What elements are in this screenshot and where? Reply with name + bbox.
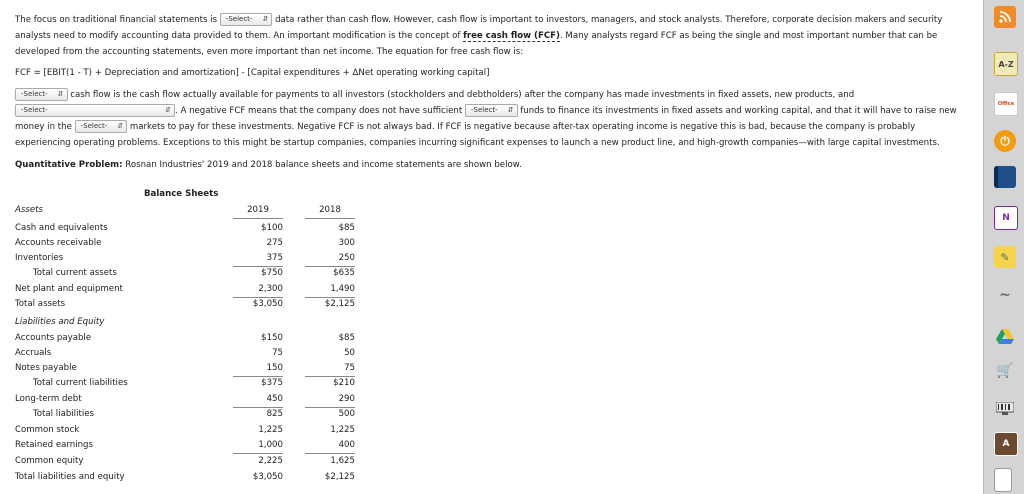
row-label: Total liabilities and equity (15, 472, 125, 482)
value-2018: 75 (305, 361, 355, 377)
intro-text-3: . Many analysts regard FCF as being the single and most important number that can be developed from the accounting statements, even more important than net income. The equation for free cash flow is: (15, 31, 938, 57)
table-row (15, 376, 355, 391)
value-2018: $210 (333, 378, 355, 388)
select-dropdown-3[interactable] (15, 104, 175, 117)
row-label: Cash and equivalents (15, 223, 108, 233)
row-label: Total current liabilities (33, 378, 128, 388)
chevron-updown-icon: ⇵ (507, 106, 514, 114)
value-2019: 275 (266, 238, 283, 248)
row-label: Retained earnings (15, 440, 93, 450)
value-2018: 1,490 (305, 282, 355, 298)
onenote-icon[interactable]: N (994, 206, 1018, 230)
chevron-updown-icon: ⇵ (165, 106, 171, 114)
row-label: Common equity (15, 456, 84, 466)
table-row (15, 315, 355, 330)
value-2019: $375 (261, 378, 283, 388)
quantitative-problem (15, 157, 973, 173)
table-row (15, 297, 355, 312)
intro-text-1: The focus on traditional financial statements is (15, 15, 218, 25)
fcf-term-link[interactable]: free cash flow (FCF) (463, 31, 560, 41)
power-icon[interactable]: ⏻ (994, 130, 1016, 152)
page-icon[interactable] (994, 468, 1012, 492)
value-2018: 290 (305, 392, 355, 408)
select-label: -Select- (225, 15, 253, 23)
value-2019: 1,000 (233, 438, 283, 454)
value-2018: 250 (305, 251, 355, 267)
table-row (15, 438, 355, 453)
value-2018: 300 (338, 238, 355, 248)
year-2018-header: 2018 (305, 203, 355, 219)
table-row (15, 392, 355, 407)
row-label: Accruals (15, 348, 52, 358)
rss-icon[interactable] (994, 6, 1016, 28)
select-label: -Select- (470, 106, 498, 114)
value-2019 (233, 470, 283, 485)
value-2019: 75 (272, 348, 283, 358)
extensions-sidebar (983, 0, 1024, 494)
value-2018: $85 (338, 223, 355, 233)
chevron-updown-icon: ⇵ (57, 90, 64, 98)
value-2018: 400 (305, 438, 355, 454)
table-row (15, 282, 355, 297)
balance-sheet-title: Balance Sheets (144, 189, 219, 199)
value-2018: 1,625 (330, 456, 355, 466)
value-2019: 825 (266, 409, 283, 419)
value-2018 (305, 470, 355, 485)
row-label: Total liabilities (33, 409, 94, 419)
value-2019: 150 (233, 361, 283, 377)
value-2019-text: $3,050 (252, 472, 283, 482)
value-2019: 1,225 (258, 425, 283, 435)
notepad-icon[interactable]: ✎ (994, 246, 1016, 268)
table-row (15, 407, 355, 422)
value-2018: 500 (338, 409, 355, 419)
barcode-icon[interactable] (994, 398, 1016, 420)
value-2019-text: $3,050 (252, 299, 283, 309)
table-row (15, 251, 355, 266)
value-2019: 2,300 (233, 282, 283, 298)
table-row (15, 266, 355, 281)
question-text (15, 12, 973, 173)
row-label: Total current assets (33, 268, 117, 278)
value-2019: 375 (233, 251, 283, 267)
select-label: -Select- (21, 90, 48, 98)
book-icon[interactable] (994, 166, 1016, 188)
table-row (15, 361, 355, 376)
row-label: Assets (15, 205, 43, 215)
row-label: Inventories (15, 253, 64, 263)
intro-paragraph (15, 12, 973, 60)
fcf-text-2: . A negative FCF means that the company does not have sufficient (175, 106, 463, 116)
table-row (15, 221, 355, 236)
select-dropdown-1[interactable] (220, 13, 273, 26)
fcf-text-4: markets to pay for these investments. Negative FCF is not always bad. If FCF is negative because after-tax operating income is negative this is bad, because the company is probably experiencing operating problems. Exceptions to this might be startup companies, companies incurring significant expenses to launch a new product line, and high-growth companies—with large capital investments. (15, 122, 940, 148)
row-label: Accounts receivable (15, 238, 102, 248)
select-label: -Select- (80, 122, 108, 130)
select-dropdown-2[interactable] (15, 88, 68, 101)
value-2018 (305, 297, 355, 312)
cart-icon[interactable]: 🛒 (996, 363, 1014, 379)
value-2019 (233, 297, 283, 312)
row-label: Net plant and equipment (15, 284, 123, 294)
table-row (15, 346, 355, 361)
fcf-paragraph (15, 87, 973, 151)
table-row (15, 331, 355, 346)
value-2018: 50 (344, 348, 355, 358)
select-label: -Select- (21, 106, 48, 114)
fcf-text-1: cash flow is the cash flow actually available for payments to all investors (stockholders and debtholders) after the company has made investments in fixed assets, new products, and (70, 90, 855, 100)
chevron-updown-icon: ⇵ (262, 15, 269, 23)
row-label: Total assets (15, 299, 66, 309)
voice-icon[interactable]: ∼ (999, 287, 1011, 303)
table-row (15, 470, 355, 485)
office-icon[interactable]: Office (994, 92, 1018, 116)
value-2018: $85 (338, 333, 355, 343)
qp-text: Rosnan Industries' 2019 and 2018 balance sheets and income statements are shown below. (125, 160, 522, 170)
row-label: Common stock (15, 425, 80, 435)
value-2019: $750 (261, 268, 283, 278)
value-2019: $100 (261, 223, 283, 233)
table-row (15, 423, 355, 438)
value-2018-text: $2,125 (324, 299, 355, 309)
drive-icon[interactable] (994, 326, 1016, 348)
row-label: Notes payable (15, 363, 77, 373)
table-row (15, 236, 355, 251)
row-label: Liabilities and Equity (15, 317, 105, 327)
qp-label: Quantitative Problem: (15, 160, 123, 170)
fcf-text-3: funds to finance its investments in fixed assets and working capital, and that it will have to raise new money in the (15, 106, 957, 132)
value-2018: $635 (333, 268, 355, 278)
table-header-row (15, 203, 355, 218)
fcf-equation: FCF = [EBIT(1 - T) + Depreciation and amortization] - [Capital expenditures + ΔNet operating working capital] (15, 68, 490, 78)
value-2019: 2,225 (258, 456, 283, 466)
row-label: Accounts payable (15, 333, 92, 343)
table-row (15, 454, 355, 469)
value-2019: 450 (233, 392, 283, 408)
year-2019-header: 2019 (233, 203, 283, 219)
row-label: Long-term debt (15, 394, 82, 404)
a-z-icon[interactable]: A-Z (994, 52, 1018, 76)
value-2019: $150 (261, 333, 283, 343)
font-icon[interactable]: A (994, 432, 1018, 456)
value-2018-text: $2,125 (324, 472, 355, 482)
chevron-updown-icon: ⇵ (117, 122, 124, 130)
select-dropdown-4[interactable] (465, 104, 518, 117)
select-dropdown-5[interactable] (75, 120, 128, 133)
value-2018: 1,225 (330, 425, 355, 435)
intro-text-2: data rather than cash flow. However, cash flow is important to investors, managers, and stock analysts. Therefore, corporate decision makers and security analysts need to modify accounting data provided to them. An important modification is the concept of (15, 15, 943, 41)
